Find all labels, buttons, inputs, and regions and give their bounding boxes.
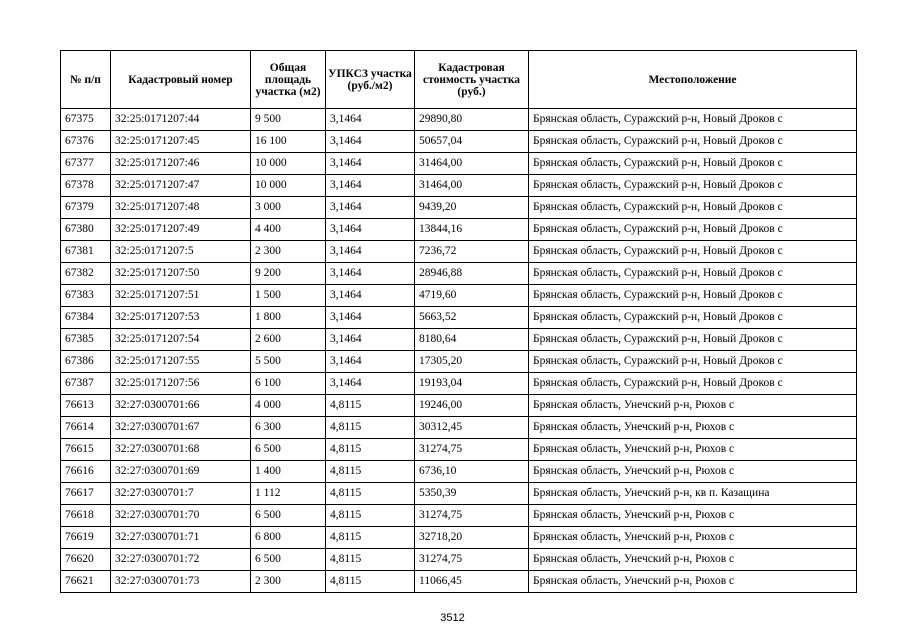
cell-area: 1 500 (251, 285, 326, 307)
cell-upksz: 4,8115 (326, 527, 415, 549)
cell-upksz: 3,1464 (326, 153, 415, 175)
cell-index: 67386 (61, 351, 111, 373)
cell-upksz: 4,8115 (326, 571, 415, 593)
cell-area: 5 500 (251, 351, 326, 373)
cell-location: Брянская область, Суражский р-н, Новый Дроков с (529, 307, 857, 329)
cell-location: Брянская область, Унечский р-н, Рюхов с (529, 417, 857, 439)
table-row (61, 175, 857, 197)
cell-cadastral-value: 4719,60 (415, 285, 529, 307)
cell-index: 76617 (61, 483, 111, 505)
table-row (61, 329, 857, 351)
table-row (61, 351, 857, 373)
cell-upksz: 3,1464 (326, 351, 415, 373)
cell-cadastral-value: 6736,10 (415, 461, 529, 483)
cell-location: Брянская область, Суражский р-н, Новый Дроков с (529, 109, 857, 131)
cell-area: 6 500 (251, 439, 326, 461)
cell-cadastral-number: 32:25:0171207:45 (111, 131, 251, 153)
cell-index: 67387 (61, 373, 111, 395)
table-row (61, 527, 857, 549)
cell-index: 67379 (61, 197, 111, 219)
cell-index: 67382 (61, 263, 111, 285)
table-row (61, 549, 857, 571)
cell-cadastral-value: 31464,00 (415, 175, 529, 197)
table-row (61, 241, 857, 263)
cell-cadastral-value: 19193,04 (415, 373, 529, 395)
cell-upksz: 3,1464 (326, 109, 415, 131)
cell-location: Брянская область, Унечский р-н, Рюхов с (529, 439, 857, 461)
cell-area: 10 000 (251, 153, 326, 175)
header-cell-area: Общая площадь участка (м2) (251, 51, 326, 109)
cadastral-table (60, 50, 857, 593)
cell-upksz: 3,1464 (326, 241, 415, 263)
cell-upksz: 4,8115 (326, 483, 415, 505)
cell-upksz: 3,1464 (326, 307, 415, 329)
cell-cadastral-number: 32:25:0171207:54 (111, 329, 251, 351)
table-row (61, 505, 857, 527)
cell-cadastral-value: 11066,45 (415, 571, 529, 593)
cell-area: 10 000 (251, 175, 326, 197)
header-cell-location: Местоположение (529, 51, 857, 109)
cell-upksz: 4,8115 (326, 395, 415, 417)
cell-index: 67384 (61, 307, 111, 329)
cell-cadastral-number: 32:27:0300701:70 (111, 505, 251, 527)
cell-index: 76616 (61, 461, 111, 483)
cell-location: Брянская область, Суражский р-н, Новый Дроков с (529, 373, 857, 395)
cell-upksz: 4,8115 (326, 505, 415, 527)
table-header (61, 51, 857, 109)
table-row (61, 219, 857, 241)
header-cell-cadastral-value: Кадастровая стоимость участка (руб.) (415, 51, 529, 109)
cell-cadastral-value: 17305,20 (415, 351, 529, 373)
cell-cadastral-value: 31464,00 (415, 153, 529, 175)
cell-index: 67375 (61, 109, 111, 131)
cell-location: Брянская область, Унечский р-н, Рюхов с (529, 571, 857, 593)
cell-location: Брянская область, Суражский р-н, Новый Дроков с (529, 175, 857, 197)
cell-location: Брянская область, Унечский р-н, Рюхов с (529, 461, 857, 483)
cell-index: 67383 (61, 285, 111, 307)
cell-cadastral-number: 32:25:0171207:51 (111, 285, 251, 307)
cell-area: 4 000 (251, 395, 326, 417)
cell-location: Брянская область, Унечский р-н, Рюхов с (529, 505, 857, 527)
cell-location: Брянская область, Суражский р-н, Новый Дроков с (529, 285, 857, 307)
cell-upksz: 3,1464 (326, 329, 415, 351)
cell-cadastral-number: 32:25:0171207:47 (111, 175, 251, 197)
cell-cadastral-value: 50657,04 (415, 131, 529, 153)
cell-cadastral-number: 32:27:0300701:71 (111, 527, 251, 549)
cell-area: 9 500 (251, 109, 326, 131)
cell-cadastral-number: 32:25:0171207:55 (111, 351, 251, 373)
cell-cadastral-value: 7236,72 (415, 241, 529, 263)
cell-upksz: 3,1464 (326, 175, 415, 197)
cell-location: Брянская область, Суражский р-н, Новый Дроков с (529, 197, 857, 219)
cell-cadastral-number: 32:27:0300701:66 (111, 395, 251, 417)
table-row (61, 285, 857, 307)
cell-index: 76615 (61, 439, 111, 461)
cell-area: 6 500 (251, 505, 326, 527)
cell-upksz: 3,1464 (326, 263, 415, 285)
cell-location: Брянская область, Суражский р-н, Новый Дроков с (529, 153, 857, 175)
cell-index: 67376 (61, 131, 111, 153)
table-row (61, 307, 857, 329)
cell-cadastral-number: 32:27:0300701:72 (111, 549, 251, 571)
table-row (61, 153, 857, 175)
cell-cadastral-number: 32:25:0171207:50 (111, 263, 251, 285)
cell-area: 6 500 (251, 549, 326, 571)
cell-index: 76621 (61, 571, 111, 593)
cell-cadastral-value: 5663,52 (415, 307, 529, 329)
cell-location: Брянская область, Унечский р-н, Рюхов с (529, 549, 857, 571)
cell-area: 1 800 (251, 307, 326, 329)
cell-cadastral-number: 32:27:0300701:68 (111, 439, 251, 461)
cell-upksz: 3,1464 (326, 285, 415, 307)
cell-cadastral-value: 31274,75 (415, 439, 529, 461)
table-body (61, 109, 857, 593)
cell-location: Брянская область, Суражский р-н, Новый Дроков с (529, 131, 857, 153)
cell-cadastral-value: 32718,20 (415, 527, 529, 549)
cell-location: Брянская область, Суражский р-н, Новый Дроков с (529, 219, 857, 241)
table-row (61, 439, 857, 461)
cell-area: 2 300 (251, 571, 326, 593)
cell-index: 76614 (61, 417, 111, 439)
cell-upksz: 4,8115 (326, 549, 415, 571)
cell-location: Брянская область, Унечский р-н, Рюхов с (529, 395, 857, 417)
cell-location: Брянская область, Суражский р-н, Новый Дроков с (529, 263, 857, 285)
cell-cadastral-value: 8180,64 (415, 329, 529, 351)
cell-area: 6 300 (251, 417, 326, 439)
cell-location: Брянская область, Унечский р-н, Рюхов с (529, 527, 857, 549)
cell-index: 67381 (61, 241, 111, 263)
cell-cadastral-value: 9439,20 (415, 197, 529, 219)
cell-upksz: 4,8115 (326, 461, 415, 483)
cell-cadastral-value: 28946,88 (415, 263, 529, 285)
cell-location: Брянская область, Унечский р-н, кв п. Казащина (529, 483, 857, 505)
cell-cadastral-value: 31274,75 (415, 505, 529, 527)
cell-cadastral-number: 32:25:0171207:46 (111, 153, 251, 175)
cell-cadastral-number: 32:25:0171207:44 (111, 109, 251, 131)
cell-index: 67378 (61, 175, 111, 197)
cell-cadastral-number: 32:25:0171207:49 (111, 219, 251, 241)
cell-cadastral-value: 30312,45 (415, 417, 529, 439)
table-row (61, 109, 857, 131)
cell-cadastral-number: 32:25:0171207:48 (111, 197, 251, 219)
cell-cadastral-value: 13844,16 (415, 219, 529, 241)
table-row (61, 263, 857, 285)
cell-upksz: 3,1464 (326, 219, 415, 241)
table-row (61, 131, 857, 153)
cell-area: 2 300 (251, 241, 326, 263)
cell-index: 76619 (61, 527, 111, 549)
cell-area: 16 100 (251, 131, 326, 153)
cell-cadastral-number: 32:25:0171207:5 (111, 241, 251, 263)
cell-cadastral-value: 5350,39 (415, 483, 529, 505)
cell-upksz: 4,8115 (326, 417, 415, 439)
cell-cadastral-value: 31274,75 (415, 549, 529, 571)
table-row (61, 483, 857, 505)
cell-upksz: 3,1464 (326, 373, 415, 395)
cell-cadastral-number: 32:25:0171207:53 (111, 307, 251, 329)
table-row (61, 373, 857, 395)
page-number: 3512 (440, 612, 465, 624)
table-row (61, 461, 857, 483)
table-row (61, 395, 857, 417)
cell-area: 6 100 (251, 373, 326, 395)
cell-index: 76620 (61, 549, 111, 571)
cell-area: 2 600 (251, 329, 326, 351)
header-row (61, 51, 857, 109)
cell-cadastral-value: 19246,00 (415, 395, 529, 417)
cell-location: Брянская область, Суражский р-н, Новый Дроков с (529, 241, 857, 263)
table-row (61, 417, 857, 439)
header-cell-cadastral-number: Кадастровый номер (111, 51, 251, 109)
cell-upksz: 3,1464 (326, 197, 415, 219)
cell-area: 4 400 (251, 219, 326, 241)
cell-index: 76618 (61, 505, 111, 527)
cell-area: 1 400 (251, 461, 326, 483)
cell-index: 67385 (61, 329, 111, 351)
cell-area: 3 000 (251, 197, 326, 219)
table-row (61, 197, 857, 219)
cell-location: Брянская область, Суражский р-н, Новый Дроков с (529, 351, 857, 373)
cell-cadastral-number: 32:27:0300701:67 (111, 417, 251, 439)
cell-cadastral-number: 32:27:0300701:7 (111, 483, 251, 505)
cell-index: 67377 (61, 153, 111, 175)
header-cell-index: № п/п (61, 51, 111, 109)
cell-upksz: 3,1464 (326, 131, 415, 153)
header-cell-upksz: УПКСЗ участка (руб./м2) (326, 51, 415, 109)
cell-location: Брянская область, Суражский р-н, Новый Дроков с (529, 329, 857, 351)
cell-cadastral-number: 32:25:0171207:56 (111, 373, 251, 395)
cell-area: 6 800 (251, 527, 326, 549)
cell-cadastral-number: 32:27:0300701:73 (111, 571, 251, 593)
cell-area: 9 200 (251, 263, 326, 285)
cell-cadastral-value: 29890,80 (415, 109, 529, 131)
cell-index: 76613 (61, 395, 111, 417)
cell-index: 67380 (61, 219, 111, 241)
cell-upksz: 4,8115 (326, 439, 415, 461)
cell-area: 1 112 (251, 483, 326, 505)
table-row (61, 571, 857, 593)
cell-cadastral-number: 32:27:0300701:69 (111, 461, 251, 483)
